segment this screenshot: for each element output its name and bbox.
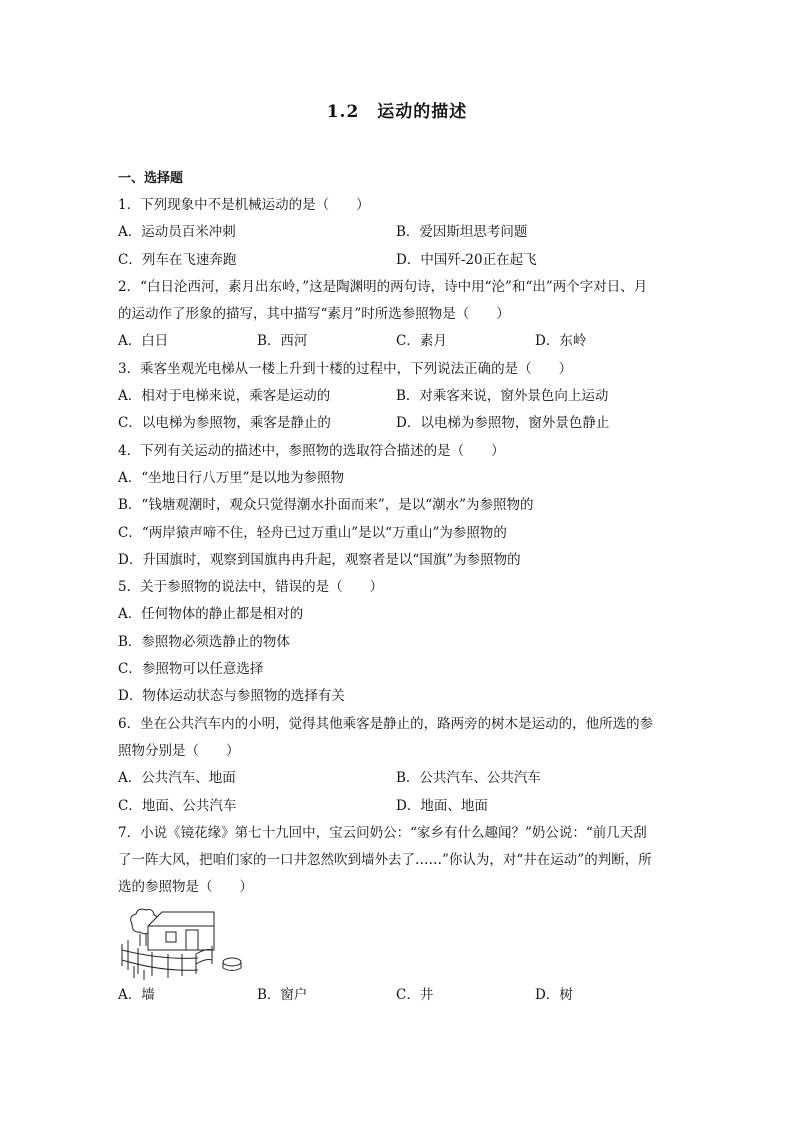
q4-option-c: C．“两岸猿声啼不住，轻舟已过万重山”是以“万重山”为参照物的 <box>118 524 507 541</box>
q7-option-b: B．窗户 <box>257 986 308 1003</box>
q5-option-b: B．参照物必须选静止的物体 <box>118 633 290 650</box>
question-2-options <box>118 328 678 355</box>
q4-option-d: D．升国旗时，观察到国旗冉冉升起，观察者是以“国旗”为参照物的 <box>118 551 521 568</box>
question-list <box>118 166 678 1009</box>
q7-option-d: D．树 <box>535 986 573 1003</box>
question-5-stem: 5．关于参照物的说法中，错误的是（ ） <box>118 579 384 596</box>
q4-option-a: A．“坐地日行八万里”是以地为参照物 <box>118 469 345 486</box>
house-well-illustration <box>118 902 678 982</box>
question-6-options-row-2 <box>118 793 678 820</box>
q2-option-c: C．素月 <box>396 333 447 350</box>
q4-option-b: B．“钱塘观潮时，观众只觉得潮水扑面而来”，是以“潮水”为参照物的 <box>118 497 534 514</box>
question-3-options-row-2 <box>118 410 678 437</box>
q1-option-d: D．中国歼-20正在起飞 <box>396 251 537 268</box>
q1-option-a: A．运动员百米冲刺 <box>118 224 236 241</box>
question-6-stem-line-2: 照物分别是（ ） <box>118 742 240 759</box>
question-1-options-row-1 <box>118 219 678 246</box>
question-7-stem-line-3: 选的参照物是（ ） <box>118 879 253 896</box>
q5-option-d: D．物体运动状态与参照物的选择有关 <box>118 688 345 705</box>
question-1-stem: 1．下列现象中不是机械运动的是（ ） <box>118 197 370 213</box>
question-2-stem-line-2: 的运动作了形象的描写，其中描写“素月”时所选参照物是（ ） <box>118 306 510 323</box>
q5-option-a: A．任何物体的静止都是相对的 <box>118 606 304 623</box>
question-1-options-row-2 <box>118 247 678 274</box>
q1-option-c: C．列车在飞速奔跑 <box>118 251 237 268</box>
q2-option-b: B．西河 <box>257 333 308 350</box>
house-well-figure <box>118 904 248 982</box>
question-4-stem: 4．下列有关运动的描述中，参照物的选取符合描述的是（ ） <box>118 442 505 459</box>
q6-option-a: A．公共汽车、地面 <box>118 770 236 787</box>
q7-option-c: C．井 <box>396 986 434 1003</box>
question-6-options-row-1 <box>118 765 678 792</box>
question-7-options <box>118 982 678 1009</box>
q6-option-c: C．地面、公共汽车 <box>118 797 237 814</box>
q2-option-d: D．东岭 <box>535 333 587 350</box>
question-7-stem-line-1: 7．小说《镜花缘》第七十九回中，宝云问奶公：“家乡有什么趣闻？”奶公说：“前几天刮 <box>118 824 647 841</box>
section-heading: 一、选择题 <box>118 171 184 186</box>
q7-option-a: A．墙 <box>118 986 155 1003</box>
page-title: 1.2 运动的描述 <box>326 102 468 122</box>
q1-option-b: B．爱因斯坦思考问题 <box>396 224 528 241</box>
q6-option-d: D．地面、地面 <box>396 797 488 814</box>
q2-option-a: A．白日 <box>118 333 169 350</box>
q3-option-a: A．相对于电梯来说，乘客是运动的 <box>118 388 331 405</box>
question-3-stem: 3．乘客坐观光电梯从一楼上升到十楼的过程中，下列说法正确的是（ ） <box>118 360 573 377</box>
q6-option-b: B．公共汽车、公共汽车 <box>396 770 541 787</box>
q3-option-b: B．对乘客来说，窗外景色向上运动 <box>396 388 609 405</box>
q5-option-c: C．参照物可以任意选择 <box>118 661 264 678</box>
question-2-stem-line-1: 2．“白日沦西河，素月出东岭，”这是陶渊明的两句诗，诗中用“沦”和“出”两个字对日、月 <box>118 278 648 295</box>
q3-option-d: D．以电梯为参照物，窗外景色静止 <box>396 415 610 432</box>
question-3-options-row-1 <box>118 383 678 410</box>
question-6-stem-line-1: 6．坐在公共汽车内的小明，觉得其他乘客是静止的，路两旁的树木是运动的，他所选的参 <box>118 715 654 732</box>
q3-option-c: C．以电梯为参照物，乘客是静止的 <box>118 415 331 432</box>
question-7-stem-line-2: 了一阵大风，把咱们家的一口井忽然吹到墙外去了……”你认为，对“井在运动”的判断，所 <box>118 852 652 869</box>
